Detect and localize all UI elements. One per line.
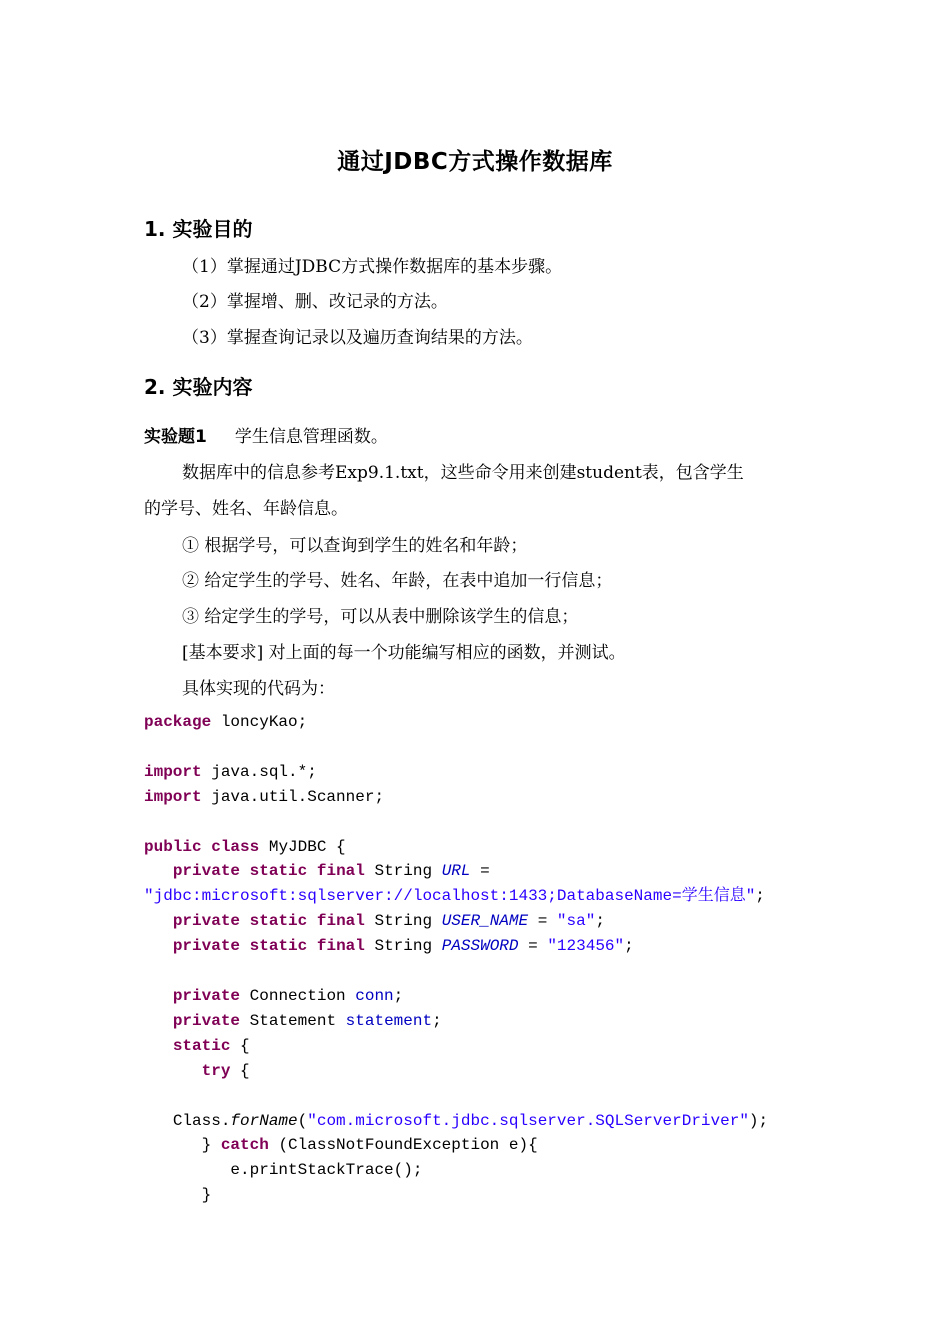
task-item-2: ② 给定学生的学号、姓名、年龄，在表中追加一行信息； [182,571,613,591]
code-keyword: import [144,787,202,806]
code-token: java.util.Scanner; [201,787,385,806]
task-item-1: ① 根据学号，可以查询到学生的姓名和年龄； [182,536,528,556]
exercise-heading [144,424,388,450]
code-keyword: final [316,912,365,931]
code-token: = [518,937,538,956]
section-heading-objectives: 1. 实验目的 [144,217,253,241]
code-token: String [364,912,442,931]
objective-item-3: （3）掌握查询记录以及遍历查询结果的方法。 [182,328,533,348]
objective-item-1: （1）掌握通过JDBC方式操作数据库的基本步骤。 [182,257,563,277]
code-keyword: class [211,837,260,856]
code-keyword: package [144,713,212,731]
code-keyword: private [172,912,241,931]
code-token: Statement [240,1011,346,1030]
code-token: ; [624,937,634,956]
code-token: "sa" [556,912,596,931]
code-token: "123456" [547,937,625,956]
code-token: ; [393,986,404,1005]
code-keyword: static [249,862,308,881]
exercise-intro-line2: 的学号、姓名、年龄信息。 [144,499,348,519]
code-token: "jdbc:microsoft:sqlserver://localhost:1433;DatabaseName=学生信息" [144,887,756,906]
code-keyword: private [172,937,241,956]
code-token: Class. [172,1111,231,1130]
code-token: statement [345,1011,433,1030]
code-token: forName [230,1111,298,1130]
code-keyword: catch [220,1136,269,1155]
code-token: java.sql.*; [201,762,317,781]
code-token: "com.microsoft.jdbc.sqlserver.SQLServerDriver" [307,1111,749,1130]
code-token: URL [441,862,471,881]
code-intro: 具体实现的代码为： [182,679,335,699]
code-token: ; [595,912,605,931]
code-token: ; [755,887,765,906]
code-token: String [364,937,442,956]
code-keyword: final [316,937,365,956]
code-token: PASSWORD [441,937,519,956]
code-token: } [201,1186,212,1205]
code-keyword: public [144,837,202,856]
exercise-intro-line1: 数据库中的信息参考Exp9.1.txt，这些命令用来创建student表，包含学生 [182,463,744,483]
code-token: Connection [240,986,356,1005]
code-token: = [528,912,548,931]
code-token: conn [355,986,394,1005]
code-token: loncyKao; [211,713,308,731]
code-token: { [230,1036,250,1055]
code-keyword: static [172,1036,231,1055]
code-block: package loncyKao; import java.sql.*; import java.util.Scanner; public class MyJDBC { private static final String URL = "jdbc:microsoft:sqlserver://localhost:1433;DatabaseName=学生信息"; private static final String USER_NAME = "sa"; private static final String PASSWORD = "123456"; private Connection conn; private Statement statement; static { try { Class.forName("com.microsoft.jdbc.sqlserver.SQLServerDriver"); } catch (ClassNotFoundException e){ e.printStackTrace(); } [144,713,769,1205]
objective-item-2: （2）掌握增、删、改记录的方法。 [182,292,448,312]
code-keyword: import [144,762,202,781]
code-token: = [470,862,490,881]
exercise-title: 学生信息管理函数。 [234,427,388,447]
code-keyword: final [316,862,365,881]
code-keyword: private [172,1011,241,1030]
code-token: (ClassNotFoundException e){ [268,1136,538,1155]
section-heading-content: 2. 实验内容 [144,375,253,399]
code-token: USER_NAME [441,912,529,931]
code-token: } [201,1136,212,1155]
code-token: ; [758,1111,769,1130]
code-keyword: try [201,1061,231,1080]
code-keyword: private [172,862,241,881]
code-token: ; [432,1011,442,1030]
code-token: { [230,1061,250,1080]
task-item-3: ③ 给定学生的学号，可以从表中删除该学生的信息； [182,607,579,627]
code-token: String [364,862,442,881]
exercise-label: 实验题1 [144,427,207,447]
code-token: MyJDBC { [259,837,346,856]
code-keyword: static [249,912,308,931]
code-keyword: private [172,986,241,1005]
code-token: e.printStackTrace(); [230,1161,423,1180]
code-keyword: static [249,937,308,956]
page-title: 通过JDBC方式操作数据库 [337,149,613,175]
basic-requirement: [基本要求] 对上面的每一个功能编写相应的函数，并测试。 [182,643,626,663]
